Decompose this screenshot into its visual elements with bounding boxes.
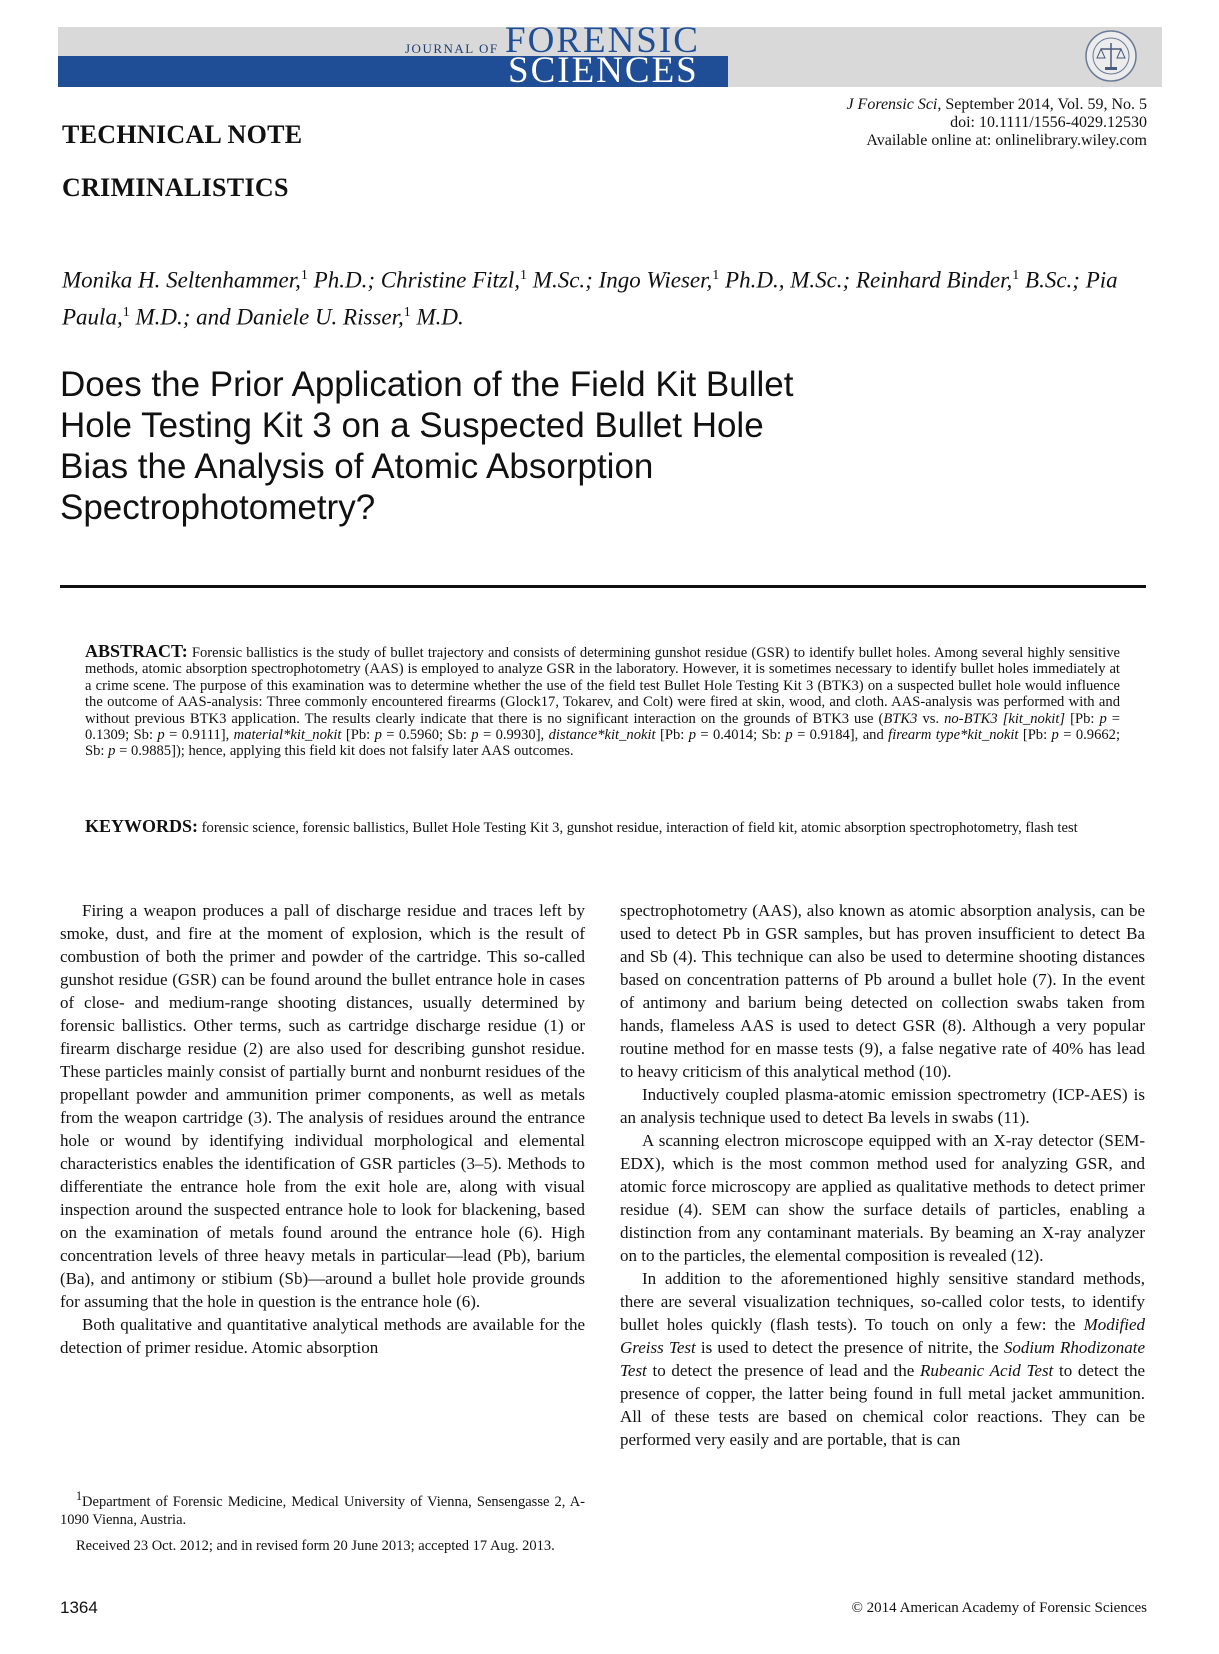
academy-seal-icon — [1084, 29, 1138, 83]
test-name: Rubeanic Acid Test — [920, 1361, 1054, 1380]
abstract-term: BTK3 — [883, 710, 918, 727]
copyright-notice: © 2014 American Academy of Forensic Sciences — [851, 1600, 1147, 1616]
body-paragraph: Inductively coupled plasma-atomic emission spectrometry (ICP-AES) is an analysis technique used to detect Ba levels in swabs (11). — [620, 1085, 1145, 1127]
author-degree: M.D. — [410, 304, 464, 330]
keywords-label: KEYWORDS: — [85, 816, 199, 836]
abstract-text: = 0.5960; Sb: — [381, 727, 472, 744]
citation-block — [727, 96, 1147, 150]
keywords — [85, 818, 1120, 836]
abstract-text: Forensic ballistics is the study of bullet trajectory and consists of determining gunshot residue (GSR) to identify bullet holes. Among several highly sensitive methods, atomic absorption spectrophotometry (AAS) is employed to analyze GSR in the laboratory. However, it is sometimes necessary to identify bullet holes immediately at a crime scene. The purpose of this examination was to determine whether the use of the field test Bullet Hole Testing Kit 3 (BTK3) on a suspected bullet hole would influence the outcome of AAS-analysis: Three commonly encountered firearms (Glock17, Tokarev, and Colt) were fired at skin, wood, and cloth. AAS-analysis was performed with and without previous BTK3 application. The results clearly indicate that there is no significant interaction on the grounds of BTK3 use ( — [85, 645, 1120, 727]
article-title: Does the Prior Application of the Field Kit Bullet Hole Testing Kit 3 on a Suspected Bullet Hole Bias the Analysis of Atomic Absorption Spectrophotometry? — [60, 365, 794, 527]
author-affiliation-mark: 1 — [520, 268, 528, 283]
abstract-text: [Pb: — [655, 727, 689, 744]
abstract-text: = 0.4014; Sb: — [695, 727, 786, 744]
abstract-text: = 0.1309; Sb: — [85, 710, 1121, 744]
affiliation-text: Department of Forensic Medicine, Medical University of Vienna, Sensengasse 2, A-1090 Vienna, Austria. — [60, 1493, 585, 1528]
body-text: to detect the presence of lead and the — [646, 1361, 921, 1380]
author-name: Reinhard Binder, — [855, 267, 1013, 293]
citation-doi: doi: 10.1111/1556-4029.12530 — [950, 114, 1147, 131]
abstract-text: [Pb: — [341, 727, 375, 744]
abstract-text: = 0.9930], — [478, 727, 549, 744]
test-name: Modified Greiss Test — [620, 1315, 1145, 1357]
author-name: Christine Fitzl, — [380, 267, 521, 293]
abstract-text: = 0.9885]); hence, applying this field kit does not falsify later AAS outcomes. — [115, 743, 574, 760]
body-text: In addition to the aforementioned highly sensitive standard methods, there are several visualization techniques, so-called color tests, to identify bullet holes quickly (flash tests). To touch on only a few: the — [620, 1269, 1145, 1334]
author-list — [62, 260, 1162, 333]
body-paragraph — [620, 1267, 1145, 1451]
abstract-p-symbol: p — [688, 727, 696, 744]
journal-sciences-text: SCIENCES — [508, 50, 699, 91]
abstract-text: = 0.9111], — [164, 727, 234, 744]
journal-of-text: JOURNAL OF — [405, 41, 499, 56]
author-affiliation-mark: 1 — [300, 268, 308, 283]
abstract-p-symbol: p — [374, 727, 382, 744]
author-affiliation-mark: 1 — [122, 304, 130, 320]
abstract-p-symbol: p — [157, 727, 165, 744]
author-degree: B.Sc.; — [1019, 267, 1086, 293]
body-paragraph: A scanning electron microscope equipped with an X-ray detector (SEM-EDX), which is the most common method used for analyzing GSR, and atomic force microscopy are applied as qualitative methods to detect primer residue (4). SEM can show the surface details of particles, enabling a distinction from any contaminant materials. By beaming an X-ray analyzer on to the particles, the elemental composition is revealed (12). — [620, 1131, 1145, 1265]
abstract-text: vs. — [917, 710, 945, 727]
author-name: Monika H. Seltenhammer, — [62, 267, 301, 293]
abstract-term: no-BTK3 [kit_nokit] — [944, 710, 1066, 727]
abstract-label: ABSTRACT: — [85, 641, 188, 661]
journal-forensic-text: FORENSIC — [505, 20, 700, 61]
abstract — [85, 643, 1120, 760]
affiliation-mark: 1 — [76, 1489, 83, 1503]
author-name: Pia Paula, — [62, 267, 1118, 330]
citation-issue: , September 2014, Vol. 59, No. 5 — [937, 96, 1147, 113]
author-name: Daniele U. Risser, — [236, 304, 404, 330]
author-affiliation-mark: 1 — [1012, 268, 1020, 283]
received-dates: Received 23 Oct. 2012; and in revised form 20 June 2013; accepted 17 Aug. 2013. — [76, 1537, 555, 1554]
author-degree: Ph.D.; — [307, 267, 381, 293]
abstract-text: = 0.9184], and — [792, 727, 889, 744]
body-text: to detect the presence of copper, the latter being found in full metal jacket ammunition. All of these tests are based on chemical color reactions. They can be performed very easily and are portable, that is can — [620, 1361, 1145, 1449]
test-name: Sodium Rhodizonate Test — [620, 1338, 1145, 1380]
section-subject-label: CRIMINALISTICS — [62, 173, 289, 202]
citation-available-online: Available online at: onlinelibrary.wiley.com — [866, 132, 1147, 149]
citation-journal: J Forensic Sci — [846, 96, 938, 113]
body-paragraph: spectrophotometry (AAS), also known as atomic absorption analysis, can be used to detect Pb in GSR samples, but has proven insufficient to detect Ba and Sb (4). This technique can also be used to determine shooting distances based on concentration patterns of Pb around a bullet hole (7). In the event of antimony and barium being detected on collection swabs taken from hands, flameless AAS is used to detect GSR (8). Although a very popular routine method for en masse tests (9), a false negative rate of 40% has lead to heavy criticism of this analytical method (10). — [620, 901, 1145, 1081]
author-degree: M.D.; and — [129, 304, 237, 330]
author-affiliation-mark: 1 — [712, 268, 720, 283]
footnote-block — [60, 1487, 585, 1563]
abstract-p-symbol: p — [108, 743, 116, 760]
title-divider — [60, 585, 1146, 588]
abstract-text: = 0.9662; Sb: — [85, 727, 1121, 760]
keywords-text: forensic science, forensic ballistics, Bullet Hole Testing Kit 3, gunshot residue, interaction of field kit, atomic absorption spectrophotometry, flash test — [198, 820, 1078, 836]
abstract-p-symbol: p — [471, 727, 479, 744]
abstract-p-symbol: p — [1099, 710, 1107, 727]
author-degree: Ph.D., M.Sc.; — [719, 267, 856, 293]
body-column-right — [620, 899, 1145, 1451]
body-paragraph: Both qualitative and quantitative analytical methods are available for the detection of primer residue. Atomic absorption — [60, 1315, 585, 1357]
abstract-text: [Pb: — [1018, 727, 1052, 744]
author-name: Ingo Wieser, — [598, 267, 713, 293]
abstract-term: distance*kit_nokit — [548, 727, 656, 744]
body-paragraph: Firing a weapon produces a pall of discharge residue and traces left by smoke, dust, and fire at the moment of explosion, which is the result of combustion of both the primer and powder of the cartridge. This so-called gunshot residue (GSR) can be found around the bullet entrance hole in cases of close- and medium-range shooting distances, usually determined by forensic ballistics. Other terms, such as cartridge discharge residue (1) or firearm discharge residue (2) are also used for describing gunshot residue. These particles mainly consist of partially burnt and nonburnt residues of the propellant powder and ammunition primer components, as well as metals from the weapon cartridge (3). The analysis of residues around the entrance hole or wound by identifying individual morphological and elemental characteristics enables the identification of GSR particles (3–5). Methods to differentiate the entrance hole from the exit hole are, along with visual inspection around the suspected entrance hole to look for blackening, based on the examination of metals found around the entrance hole (6). High concentration levels of three heavy metals in particular—lead (Pb), barium (Ba), and antimony or stibium (Sb)—around a bullet hole provide grounds for assuming that the hole in question is the entrance hole (6). — [60, 901, 585, 1311]
abstract-p-symbol: p — [1051, 727, 1059, 744]
page-number: 1364 — [60, 1598, 98, 1617]
abstract-text: [Pb: — [1065, 710, 1100, 727]
abstract-term: material*kit_nokit — [233, 727, 342, 744]
section-type-label: TECHNICAL NOTE — [62, 120, 303, 149]
abstract-p-symbol: p — [785, 727, 793, 744]
author-affiliation-mark: 1 — [403, 304, 411, 320]
affiliation-footnote — [60, 1487, 585, 1529]
body-text: is used to detect the presence of nitrite, the — [695, 1338, 1004, 1357]
body-column-left — [60, 899, 585, 1359]
abstract-term: firearm type*kit_nokit — [888, 727, 1019, 744]
author-degree: M.Sc.; — [527, 267, 599, 293]
